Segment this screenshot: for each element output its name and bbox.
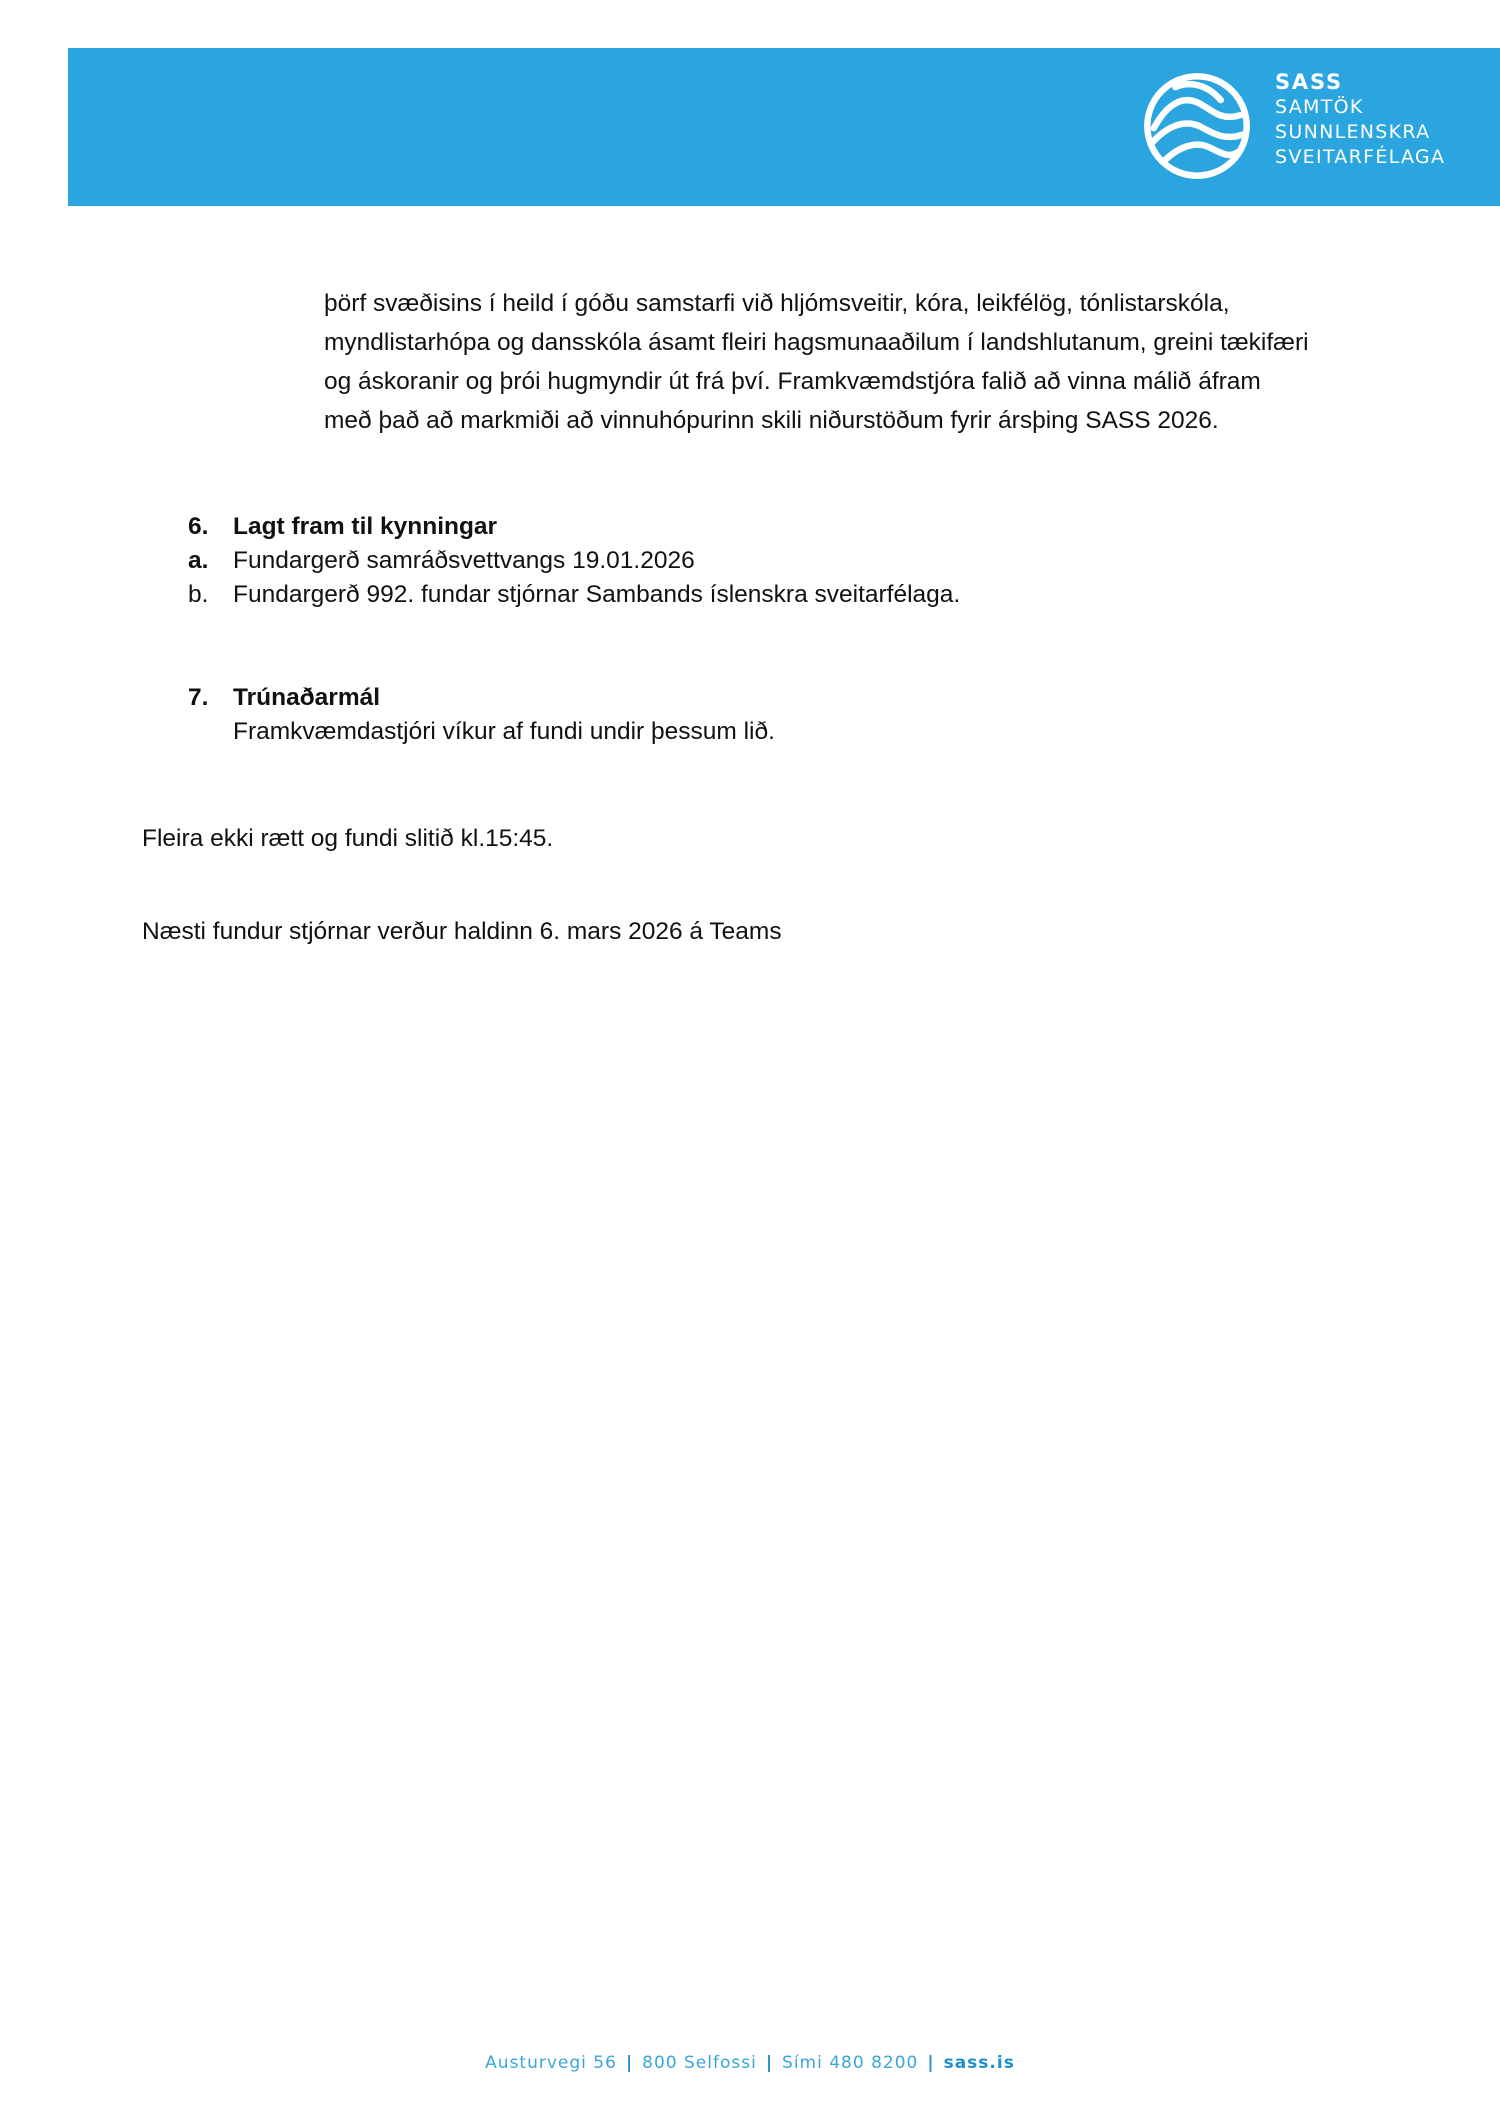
org-name-line-1: SAMTÖK bbox=[1275, 96, 1364, 118]
sass-wave-logo-icon bbox=[1143, 72, 1251, 180]
item-title: Lagt fram til kynningar bbox=[233, 513, 498, 540]
footer-town: 800 Selfossi bbox=[642, 2053, 757, 2073]
org-logo-text bbox=[1275, 70, 1445, 170]
org-name-line-2: SUNNLENSKRA bbox=[1275, 121, 1431, 143]
footer-website-link[interactable]: sass.is bbox=[943, 2053, 1015, 2073]
footer-separator: | bbox=[927, 2053, 935, 2073]
item-number: 7. bbox=[188, 684, 209, 711]
footer-phone: Sími 480 8200 bbox=[782, 2053, 919, 2073]
paragraph-line: myndlistarhópa og dansskóla ásamt fleiri hagsmunaaðilum í landshlutanum, greini tækifæri bbox=[324, 329, 1309, 356]
item-body: Framkvæmdastjóri víkur af fundi undir þessum lið. bbox=[233, 718, 775, 745]
next-meeting-note: Næsti fundur stjórnar verður haldinn 6. mars 2026 á Teams bbox=[142, 918, 782, 945]
footer-contact bbox=[0, 2053, 1500, 2073]
item-number: 6. bbox=[188, 513, 209, 540]
subitem-text: Fundargerð samráðsvettvangs 19.01.2026 bbox=[233, 547, 695, 574]
org-name-line-3: SVEITARFÉLAGA bbox=[1275, 146, 1446, 168]
subitem-marker: a. bbox=[188, 547, 209, 574]
subitem-text: Fundargerð 992. fundar stjórnar Sambands íslenskra sveitarfélaga. bbox=[233, 581, 961, 608]
adjourned-note: Fleira ekki rætt og fundi slitið kl.15:45. bbox=[142, 825, 554, 852]
paragraph-line: með það að markmiði að vinnuhópurinn skili niðurstöðum fyrir ársþing SASS 2026. bbox=[324, 407, 1219, 434]
footer-address: Austurvegi 56 bbox=[485, 2053, 617, 2073]
paragraph-line: og áskoranir og þrói hugmyndir út frá því. Framkvæmdstjóra falið að vinna málið áfram bbox=[324, 368, 1261, 395]
item-title: Trúnaðarmál bbox=[233, 684, 381, 711]
subitem-marker: b. bbox=[188, 581, 209, 608]
brand-name: SASS bbox=[1275, 70, 1343, 94]
paragraph-line: þörf svæðisins í heild í góðu samstarfi við hljómsveitir, kóra, leikfélög, tónlistarskóla, bbox=[324, 290, 1230, 317]
footer-separator: | bbox=[625, 2053, 634, 2073]
footer-separator: | bbox=[765, 2053, 774, 2073]
intro-paragraph bbox=[324, 284, 1384, 440]
